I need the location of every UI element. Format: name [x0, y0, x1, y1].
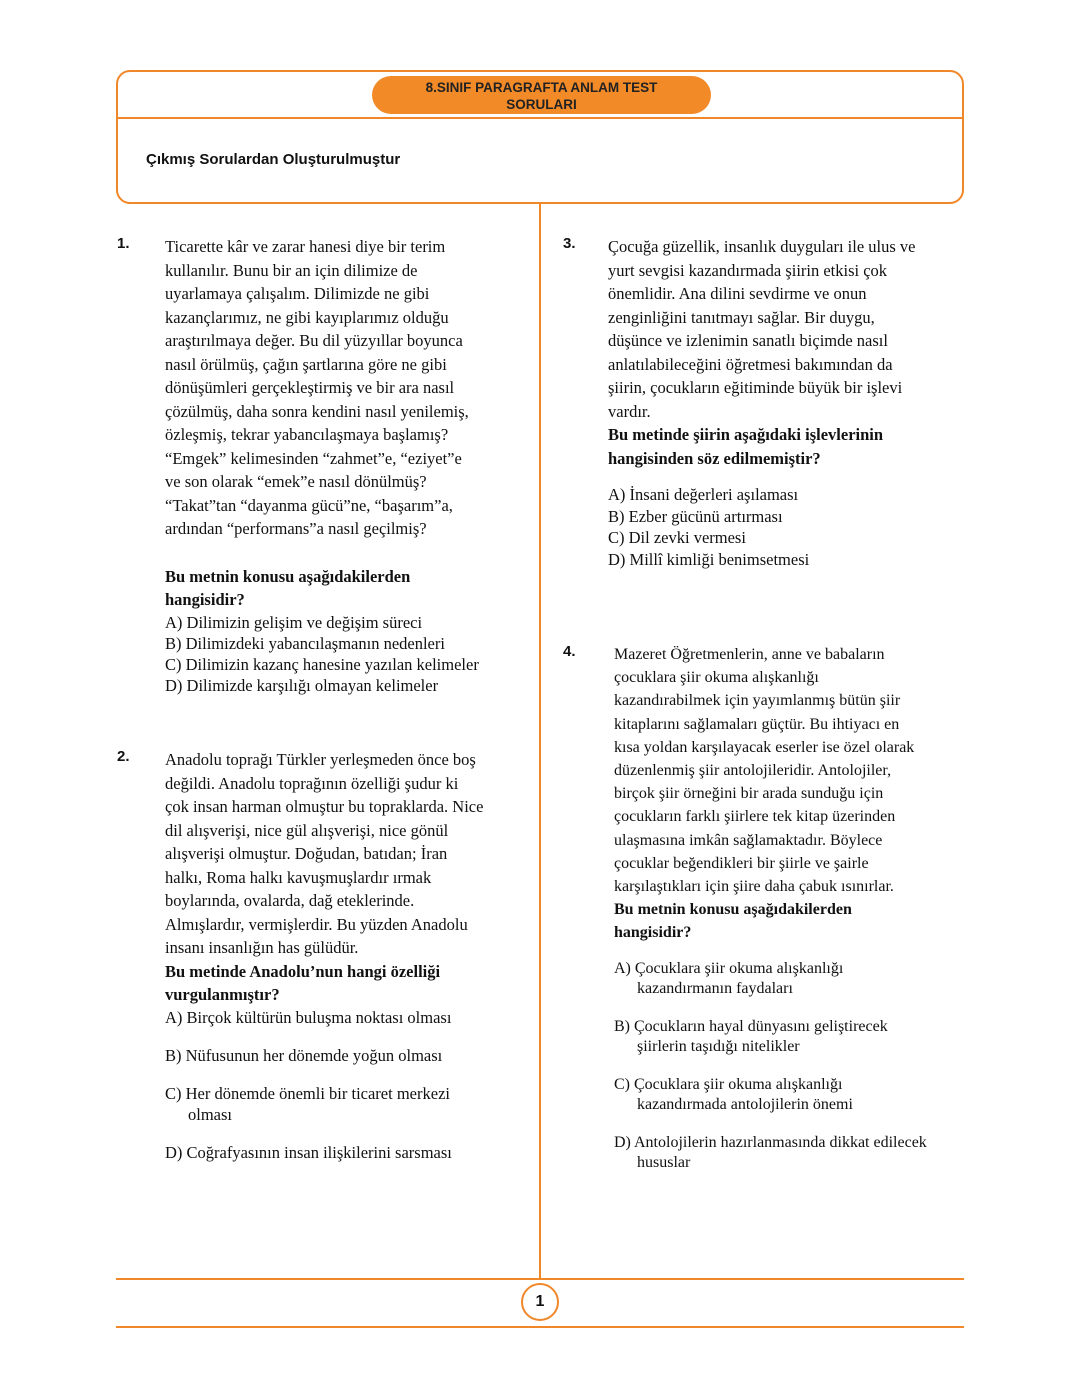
text-line: kitaplarını sağlamaları güçtür. Bu ihtiyacı en	[614, 715, 900, 733]
text-line: çocukların farklı şiirlere tek kitap üzerinden	[614, 808, 896, 826]
prompt-line: Bu metnin konusu aşağıdakilerden	[614, 901, 852, 919]
option-C	[165, 1083, 483, 1125]
options-list	[614, 959, 927, 1173]
text-line: uyarlamaya çalışalım. Dilimizde ne gibi	[165, 284, 430, 303]
option-line: D) Dilimizde karşılığı olmayan kelimeler	[165, 675, 439, 695]
text-line: kısa yoldan karşılayacak eserler ise özel olarak	[614, 738, 915, 756]
text-line: çok insan harman olmuştur bu topraklarda. Nice	[165, 797, 484, 816]
text-line: Çocuğa güzellik, insanlık duyguları ile ulus ve	[608, 237, 916, 256]
question-number: 1.	[117, 235, 130, 252]
text-line: kazançlarımız, ne gibi kayıplarımız olduğu	[165, 307, 449, 327]
text-line: ulaşmasına imkân sağlamaktadır. Böylece	[614, 831, 883, 849]
prompt-line: Bu metinde şiirin aşağıdaki işlevlerinin	[608, 425, 884, 444]
option-A	[165, 1007, 483, 1028]
text-line: “Emgek” kelimesinden “zahmet”e, “eziyet”e	[165, 448, 462, 468]
text-line: yurt sevgisi kazandırmada şiirin etkisi çok	[608, 260, 888, 280]
option-line: hususlar	[637, 1153, 691, 1171]
question-body	[608, 235, 915, 570]
option-line: D) Antolojilerin hazırlanmasında dikkat edilecek	[614, 1133, 927, 1151]
text-line: insanı insanlığın has gülüdür.	[165, 938, 359, 957]
option-line: C) Dilimizin kazanç hanesine yazılan kelimeler	[165, 654, 479, 674]
text-line: ve son olarak “emek”e nasıl dönülmüş?	[165, 472, 427, 491]
option-D	[165, 1142, 483, 1163]
option-line: olması	[188, 1104, 232, 1124]
text-line: “Takat”tan “dayanma gücü”ne, “başarım”a,	[165, 495, 453, 515]
text-line: Mazeret Öğretmenlerin, anne ve babaların	[614, 646, 885, 663]
option-line: D) Coğrafyasının insan ilişkilerini sarsması	[165, 1142, 452, 1162]
option-line: A) Dilimizin gelişim ve değişim süreci	[165, 612, 423, 632]
question-prompt	[608, 423, 915, 470]
title-line: 8.SINIF PARAGRAFTA ANLAM TEST	[425, 80, 658, 95]
text-line: halkı, Roma halkı kavuşmuşlardır ırmak	[165, 867, 432, 887]
header-box	[116, 70, 964, 204]
text-line: Ticarette kâr ve zarar hanesi diye bir terim	[165, 237, 446, 256]
title-line: SORULARI	[506, 97, 577, 112]
question-prompt	[165, 565, 479, 612]
column-divider	[539, 202, 541, 1280]
text-line: araştırılmaya değer. Bu dil yüzyıllar boyunca	[165, 331, 463, 350]
option-B	[165, 633, 479, 654]
option-line: B) Çocukların hayal dünyasını geliştirecek	[614, 1017, 888, 1035]
prompt-line: hangisidir?	[614, 924, 692, 942]
option-A	[165, 612, 479, 633]
option-line: C) Her dönemde önemli bir ticaret merkezi	[165, 1083, 450, 1103]
option-line: B) Dilimizdeki yabancılaşmanın nedenleri	[165, 633, 445, 653]
text-line: kazandırabilmek için yayımlanmış bütün şiir	[614, 692, 901, 710]
text-line: Almışlardır, vermişlerdir. Bu yüzden Anadolu	[165, 914, 468, 934]
option-A	[608, 484, 915, 506]
text-line: çocuklar beğendikleri bir şiirle ve şairle	[614, 854, 869, 872]
prompt-line: Bu metinde Anadolu’nun hangi özelliği	[165, 961, 441, 981]
option-line: D) Millî kimliği benimsetmesi	[608, 549, 810, 569]
option-line: kazandırmanın faydaları	[637, 979, 793, 997]
option-D	[608, 549, 915, 571]
prompt-line: hangisinden söz edilmemiştir?	[608, 448, 821, 468]
question-prompt	[165, 960, 483, 1007]
text-line: değildi. Anadolu toprağının özelliği şudur ki	[165, 773, 459, 793]
text-line: nasıl örülmüş, çağın şartlarına göre ne gibi	[165, 354, 447, 374]
option-line: B) Ezber gücünü artırması	[608, 506, 783, 526]
text-line: ardından “performans”a nasıl geçilmiş?	[165, 519, 427, 538]
question-number: 2.	[117, 748, 130, 765]
text-line: vardır.	[608, 401, 651, 421]
text-line: alışverişi olmuştur. Doğudan, batıdan; İran	[165, 844, 448, 863]
question-number: 3.	[563, 235, 576, 252]
option-C	[614, 1075, 927, 1115]
option-line: C) Dil zevki vermesi	[608, 528, 746, 547]
question-prompt	[614, 898, 927, 944]
prompt-line: vurgulanmıştır?	[165, 985, 280, 1004]
text-line: dil alışverişi, nice gül alışverişi, nice gönül	[165, 820, 449, 840]
text-line: boylarında, ovalarda, dağ eteklerinde.	[165, 891, 415, 910]
option-line: kazandırmada antolojilerin önemi	[637, 1095, 853, 1113]
text-line: anlatılabileceğini öğretmesi bakımından da	[608, 354, 893, 374]
option-B	[614, 1017, 927, 1057]
option-D	[614, 1133, 927, 1173]
question-body	[614, 643, 927, 1173]
text-line: kullanılır. Bunu bir an için dilimize de	[165, 260, 418, 280]
footer-line-top	[116, 1278, 964, 1280]
option-line: B) Nüfusunun her dönemde yoğun olması	[165, 1045, 443, 1065]
option-line: C) Çocuklara şiir okuma alışkanlığı	[614, 1075, 843, 1093]
footer-line-bottom	[116, 1326, 964, 1328]
option-A	[614, 959, 927, 999]
text-line: zenginliğini tanıtmayı sağlar. Bir duygu,	[608, 307, 875, 327]
text-line: Anadolu toprağı Türkler yerleşmeden önce boş	[165, 750, 476, 769]
option-C	[165, 654, 479, 675]
option-C	[608, 527, 915, 549]
text-line: karşılaştıkları için şiire daha çabuk ısınırlar.	[614, 878, 894, 896]
option-B	[165, 1045, 483, 1066]
question-body	[165, 235, 479, 696]
option-line: A) Çocuklara şiir okuma alışkanlığı	[614, 959, 844, 977]
options-list	[608, 484, 915, 570]
text-line: çocuklara şiir okuma alışkanlığı	[614, 669, 819, 687]
option-line: A) İnsani değerleri aşılaması	[608, 485, 799, 504]
header-divider	[118, 117, 962, 119]
title-pill	[372, 76, 711, 114]
option-line: şiirlerin taşıdığı nitelikler	[637, 1037, 800, 1055]
option-B	[608, 506, 915, 528]
text-line: şiirin, çocukların eğitiminde büyük bir işlevi	[608, 378, 903, 397]
option-line: A) Birçok kültürün buluşma noktası olması	[165, 1007, 452, 1027]
text-line: dönüşümleri gerçekleştirmiş ve bir ara nasıl	[165, 378, 455, 397]
subtitle: Çıkmış Sorulardan Oluşturulmuştur	[146, 151, 401, 168]
question-body	[165, 748, 483, 1163]
prompt-line: hangisidir?	[165, 590, 245, 609]
prompt-line: Bu metnin konusu aşağıdakilerden	[165, 566, 411, 586]
text-line: birçok şiir örneğini bir arada sunduğu için	[614, 785, 884, 803]
options-list	[165, 1007, 483, 1163]
text-line: düşünce ve izlenimin sanatlı biçimde nasıl	[608, 331, 888, 350]
text-line: düzenlenmiş şiir antolojileridir. Antolojiler,	[614, 762, 892, 780]
question-number: 4.	[563, 643, 576, 660]
text-line: çözülmüş, daha sonra kendini nasıl yenilemiş,	[165, 401, 469, 421]
text-line: önemlidir. Ana dilini sevdirme ve onun	[608, 284, 867, 303]
text-line: özleşmiş, tekrar yabancılaşmaya başlamış?	[165, 425, 449, 444]
options-list	[165, 612, 479, 696]
option-D	[165, 675, 479, 696]
page-number: 1	[521, 1283, 559, 1321]
